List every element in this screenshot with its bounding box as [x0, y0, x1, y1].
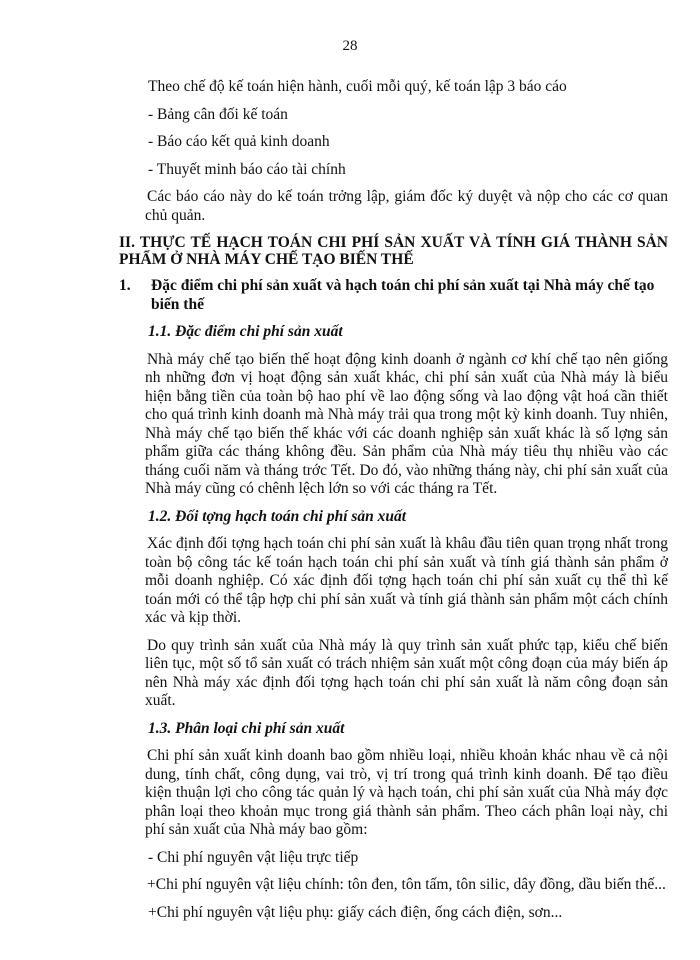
paragraph-1-2a: Xác định đối tợng hạch toán chi phí sản xuất là khâu đầu tiên quan trọng nhất trong toàn bộ công tác kế toán hạch toán chi phí sản xuất và tính giá thành sản phẩm ở mỗi doanh nghiệp. Có xác định đối tợng hạch toán chi phí sản xuất cụ thể thì kế toán mới có thể tập hợp chi phí sản xuất và tính giá thành sản phẩm một cách chính xác và kịp thời.	[145, 535, 668, 626]
page-number: 28	[342, 38, 358, 54]
report-item-3: - Thuyết minh báo cáo tài chính	[148, 160, 346, 178]
paragraph-1-1: Nhà máy chế tạo biến thế hoạt động kinh doanh ở ngành cơ khí chế tạo nên giống nh những đơn vị hoạt động sản xuất khác, chi phí sản xuất của Nhà máy là biểu hiện bằng tiền của toàn bộ hao phí về lao động sống và lao động vật hoá cần thiết cho quá trình kinh doanh mà Nhà máy trải qua trong một kỳ kinh doanh. Tuy nhiên, Nhà máy chế tạo biến thế khác với các doanh nghiệp sản xuất khác là số lợng sản phẩm giữa các tháng không đều. Sản phẩm của Nhà máy tiêu thụ nhiều vào các tháng cuối năm và tháng trớc Tết. Do đó, vào những tháng này, chi phí sản xuất của Nhà máy cũng có chênh lệch lớn so với các tháng ra Tết.	[145, 350, 668, 497]
section-number: 1.	[119, 277, 131, 294]
cost-item-2: +Chi phí nguyên vật liệu chính: tôn đen, tôn tấm, tôn silic, dây đồng, dầu biến thế...	[147, 876, 666, 893]
intro-closing: Các báo cáo này do kế toán trởng lập, giám đốc ký duyệt và nộp cho các cơ quan chủ quản.	[145, 188, 668, 224]
report-item-2: - Báo cáo kết quả kinh doanh	[148, 133, 330, 150]
section-title: Đặc điểm chi phí sản xuất và hạch toán chi phí sản xuất tại Nhà máy chế tạo biến thế	[151, 277, 655, 313]
subheading-1-2: 1.2. Đối tợng hạch toán chi phí sản xuất	[148, 507, 407, 525]
section-heading-1	[119, 277, 668, 314]
cost-item-1: - Chi phí nguyên vật liệu trực tiếp	[148, 848, 359, 866]
paragraph-1-3: Chi phí sản xuất kinh doanh bao gồm nhiều loại, nhiều khoản khác nhau về cả nội dung, tính chất, công dụng, vai trò, vị trí trong quá trình kinh doanh. Để tạo điều kiện thuận lợi cho công tác quản lý và hạch toán, chi phí sản xuất của Nhà máy đợc phân loại theo khoản mục trong giá thành sản phẩm. Theo cách phân loại này, chi phí sản xuất của Nhà máy bao gồm:	[145, 747, 668, 838]
subheading-1-1: 1.1. Đặc điểm chi phí sản xuất	[148, 323, 343, 340]
report-item-1: - Bảng cân đối kế toán	[148, 105, 288, 123]
document-body	[119, 78, 668, 931]
intro-line: Theo chế độ kế toán hiện hành, cuối mỗi quý, kế toán lập 3 báo cáo	[148, 78, 567, 95]
section-heading-2: II. THỰC TẾ HẠCH TOÁN CHI PHÍ SẢN XUẤT VÀ TÍNH GIÁ THÀNH SẢN PHẨM Ở NHÀ MÁY CHẾ TẠO BIẾN THẾ	[119, 234, 668, 268]
cost-item-3: +Chi phí nguyên vật liệu phụ: giấy cách điện, ống cách điện, sơn...	[148, 903, 563, 921]
subheading-1-3: 1.3. Phân loại chi phí sản xuất	[148, 719, 345, 737]
paragraph-1-2b: Do quy trình sản xuất của Nhà máy là quy trình sản xuất phức tạp, kiểu chế biến liên tục, một số tổ sản xuất có trách nhiệm sản xuất một công đoạn của máy biến áp nên Nhà máy xác định đối tợng hạch toán chi phí sản xuất là năm công đoạn sản xuất.	[145, 636, 668, 709]
